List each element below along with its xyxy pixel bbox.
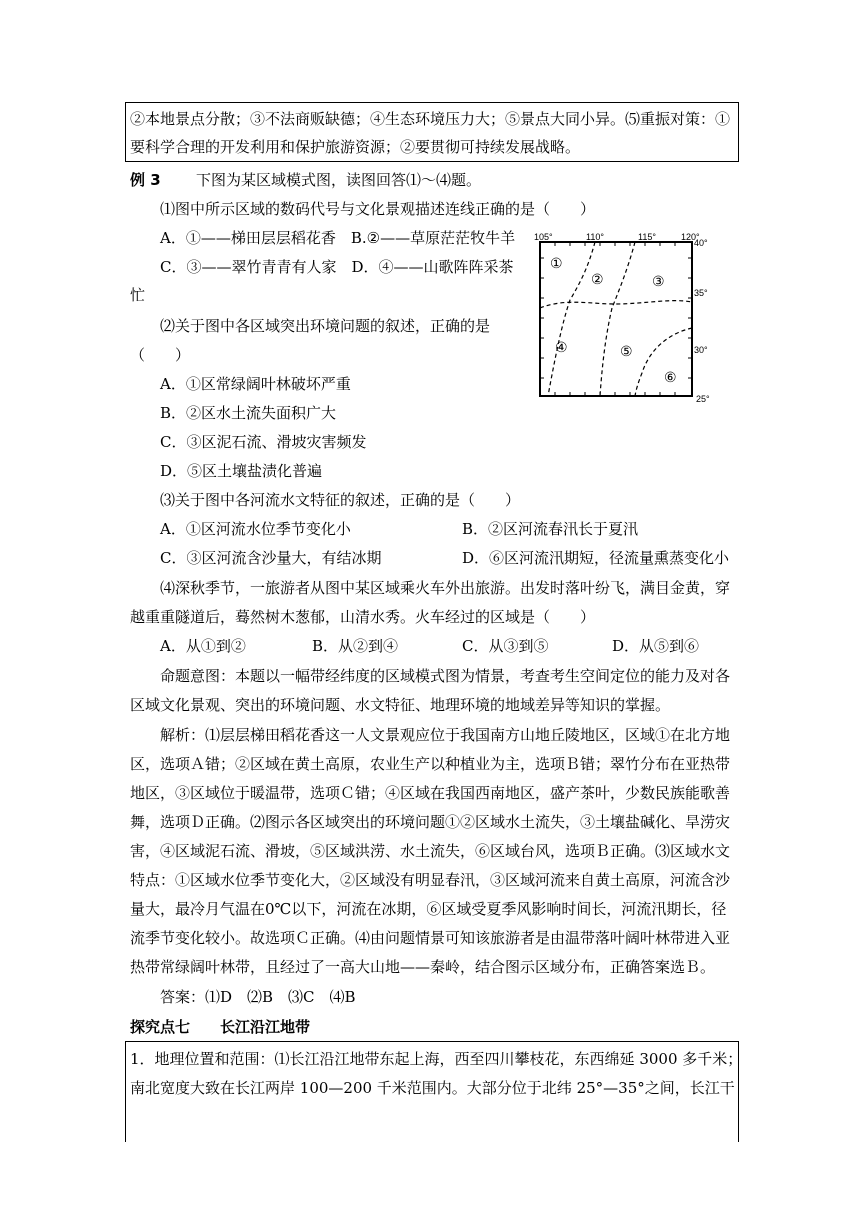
example-label: 例 3 — [130, 171, 161, 189]
top-box-line-1: ②本地景点分散；③不法商贩缺德；④生态环境压力大；⑤景点大同小异。⑸重振对策：① — [130, 110, 731, 128]
q1-options-cd-cont: 忙 — [130, 286, 146, 304]
lon-label-110: 110° — [586, 232, 604, 242]
lat-label-30: 30° — [694, 345, 708, 355]
q2-stem: ⑵关于图中各区域突出环境问题的叙述，正确的是 — [160, 317, 491, 335]
map-regions — [550, 255, 677, 385]
q1-options-ab: A．①——梯田层层稻花香 B.②——草原茫茫牧牛羊 — [160, 229, 516, 247]
lat-label-35: 35° — [694, 288, 708, 298]
example-intro: 下图为某区域模式图，读图回答⑴～⑷题。 — [196, 171, 482, 189]
region-5-label: ⑤ — [620, 343, 633, 359]
boundary-line-ns — [540, 301, 692, 308]
q4-stem-2: 越重重隧道后，蓦然树木葱郁，山清水秀。火车经过的区域是（ ） — [130, 608, 596, 626]
intent-line-1: 命题意图：本题以一幅带经纬度的区域模式图为情景，考查考生空间定位的能力及对各 — [160, 667, 731, 685]
analysis-line-3: 地区，③区域位于暖温带，选项Ｃ错；④区域在我国西南地区，盛产茶叶，少数民族能歌善 — [130, 784, 731, 802]
q4-option-c: C．从③到⑤ — [462, 637, 549, 655]
region-2-label: ② — [591, 271, 604, 287]
q2-stem-cont: （ ） — [130, 346, 191, 364]
region-1-label: ① — [550, 255, 563, 271]
section-line-2: 南北宽度大致在长江两岸 100—200 千米范围内。大部分位于北纬 25°—35°之间，长江干 — [130, 1079, 735, 1097]
q1-options-cd: C．③——翠竹青青有人家 D．④——山歌阵阵采茶 — [160, 258, 514, 276]
analysis-line-1: 解析：⑴层层梯田稻花香这一人文景观应位于我国南方山地丘陵地区，区域①在北方地 — [160, 726, 731, 744]
region-4-label: ④ — [555, 339, 568, 355]
section-line-1: 1．地理位置和范围：⑴长江沿江地带东起上海，西至四川攀枝花，东西绵延 3000 多千米； — [130, 1050, 743, 1068]
lon-label-115: 115° — [638, 232, 656, 242]
q3-option-d: D．⑥区河流汛期短，径流量熏蒸变化小 — [462, 549, 730, 567]
q4-option-d: D．从⑤到⑥ — [612, 637, 700, 655]
q1-stem: ⑴图中所示区域的数码代号与文化景观描述连线正确的是（ ） — [160, 200, 596, 218]
analysis-line-9: 热带常绿阔叶林带，且经过了一高大山地——秦岭，结合图示区域分布，正确答案选Ｂ。 — [130, 958, 716, 976]
region-model-map — [500, 228, 720, 408]
analysis-line-8: 流季节变化较小。故选项Ｃ正确。⑷由问题情景可知该旅游者是由温带落叶阔叶林带进入亚 — [130, 929, 731, 947]
section-title: 探究点七 长江沿江地带 — [130, 1018, 311, 1036]
q2-option-b: B．②区水土流失面积广大 — [160, 404, 337, 422]
q2-option-c: C．③区泥石流、滑坡灾害频发 — [160, 433, 367, 451]
lon-label-120: 120° — [681, 232, 700, 242]
lon-label-105: 105° — [534, 232, 553, 242]
region-3-label: ③ — [652, 273, 665, 289]
boundary-line-middle — [600, 242, 635, 396]
lat-label-40: 40° — [694, 238, 708, 248]
q4-option-a: A．从①到② — [160, 637, 246, 655]
region-6-label: ⑥ — [664, 369, 677, 385]
q4-stem-1: ⑷深秋季节，一旅游者从图中某区域乘火车外出旅游。出发时落叶纷飞，满目金黄，穿 — [160, 579, 731, 597]
q3-option-c: C．③区河流含沙量大，有结冰期 — [160, 549, 382, 567]
answer-line: 答案：⑴D ⑵B ⑶C ⑷B — [160, 988, 356, 1006]
q2-option-a: A．①区常绿阔叶林破坏严重 — [160, 375, 351, 393]
q2-option-d: D．⑤区土壤盐渍化普遍 — [160, 462, 323, 480]
analysis-line-7: 量大，最冷月气温在0℃以下，河流在冰期，⑥区域受夏季风影响时间长，河流汛期长，径 — [130, 900, 727, 918]
q3-option-b: B．②区河流春汛长于夏汛 — [462, 520, 639, 538]
analysis-line-4: 舞，选项Ｄ正确。⑵图示各区域突出的环境问题①②区域水土流失，③土壤盐碱化、旱涝灾 — [130, 813, 731, 831]
lat-label-25: 25° — [696, 394, 710, 404]
boundary-line-southeast — [635, 328, 692, 396]
q3-option-a: A．①区河流水位季节变化小 — [160, 520, 351, 538]
top-box-line-2: 要科学合理的开发利用和保护旅游资源；②要贯彻可持续发展战略。 — [130, 138, 581, 156]
analysis-line-2: 区，选项Ａ错；②区域在黄土高原，农业生产以种植业为主，选项Ｂ错；翠竹分布在亚热带 — [130, 755, 731, 773]
q4-option-b: B．从②到④ — [312, 637, 399, 655]
analysis-line-5: 害，④区域泥石流、滑坡，⑤区域洪涝、水土流失，⑥区域台风，选项Ｂ正确。⑶区域水文 — [130, 842, 731, 860]
intent-line-2: 区域文化景观、突出的环境问题、水文特征、地理环境的地域差异等知识的掌握。 — [130, 696, 671, 714]
q3-stem: ⑶关于图中各河流水文特征的叙述，正确的是（ ） — [160, 491, 521, 509]
analysis-line-6: 特点：①区域水位季节变化大，②区域没有明显春汛，③区域河流来自黄土高原，河流含沙 — [130, 871, 731, 889]
